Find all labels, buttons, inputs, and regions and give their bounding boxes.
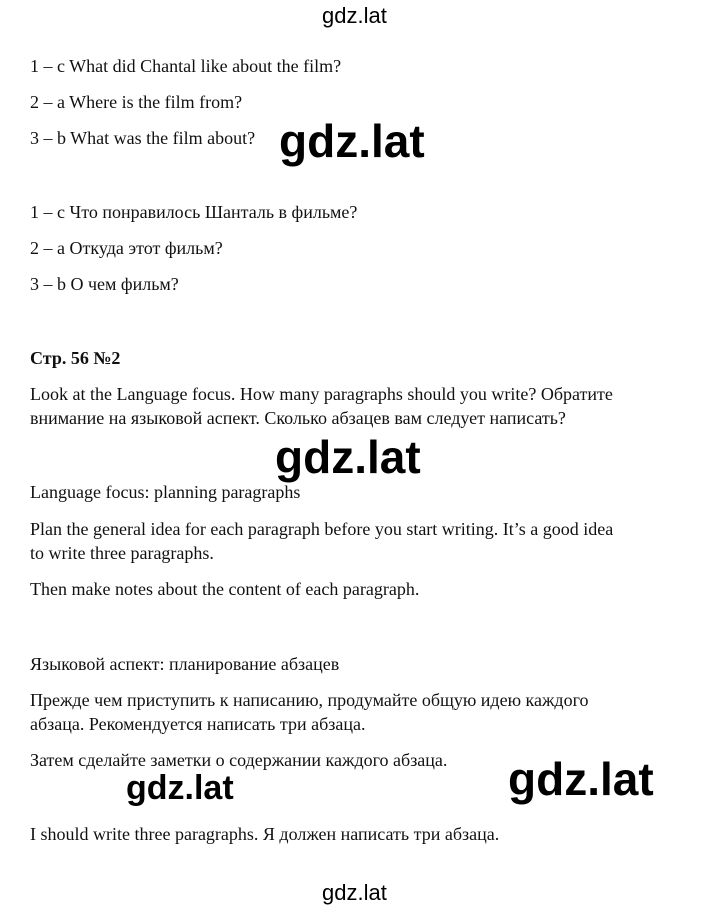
- answer-line-3: 3 – b What was the film about?: [30, 128, 256, 148]
- answer-line-2: 2 – a Where is the film from?: [30, 92, 243, 112]
- watermark-4: gdz.lat: [504, 756, 658, 802]
- watermark-3: gdz.lat: [122, 771, 238, 805]
- answer-line-1: 1 – c What did Chantal like about the film?: [30, 56, 342, 76]
- language-focus-para2: Then make notes about the content of each paragraph.: [30, 579, 420, 599]
- question-line-2: внимание на языковой аспект. Сколько абзацев вам следует написать?: [30, 408, 566, 428]
- translation-line-2: 2 – a Откуда этот фильм?: [30, 238, 223, 258]
- final-answer: I should write three paragraphs. Я должен написать три абзаца.: [30, 824, 500, 844]
- language-focus-title: Language focus: planning paragraphs: [30, 482, 301, 502]
- watermark-top: gdz.lat: [322, 3, 387, 28]
- question-line-1: Look at the Language focus. How many paragraphs should you write? Обратите: [30, 384, 613, 404]
- section-heading: Стр. 56 №2: [30, 348, 121, 368]
- language-focus-ru-title: Языковой аспект: планирование абзацев: [30, 654, 340, 674]
- language-focus-ru-para1-line2: абзаца. Рекомендуется написать три абзаца.: [30, 714, 366, 734]
- language-focus-para1-line1: Plan the general idea for each paragraph before you start writing. It’s a good idea: [30, 519, 614, 539]
- translation-line-1: 1 – c Что понравилось Шанталь в фильме?: [30, 202, 358, 222]
- translation-line-3: 3 – b О чем фильм?: [30, 274, 179, 294]
- language-focus-ru-para1-line1: Прежде чем приступить к написанию, продумайте общую идею каждого: [30, 690, 589, 710]
- watermark-1: gdz.lat: [275, 118, 429, 164]
- watermark-2: gdz.lat: [271, 434, 425, 480]
- watermark-bottom: gdz.lat: [322, 880, 387, 905]
- language-focus-ru-para2: Затем сделайте заметки о содержании каждого абзаца.: [30, 750, 448, 770]
- language-focus-para1-line2: to write three paragraphs.: [30, 543, 214, 563]
